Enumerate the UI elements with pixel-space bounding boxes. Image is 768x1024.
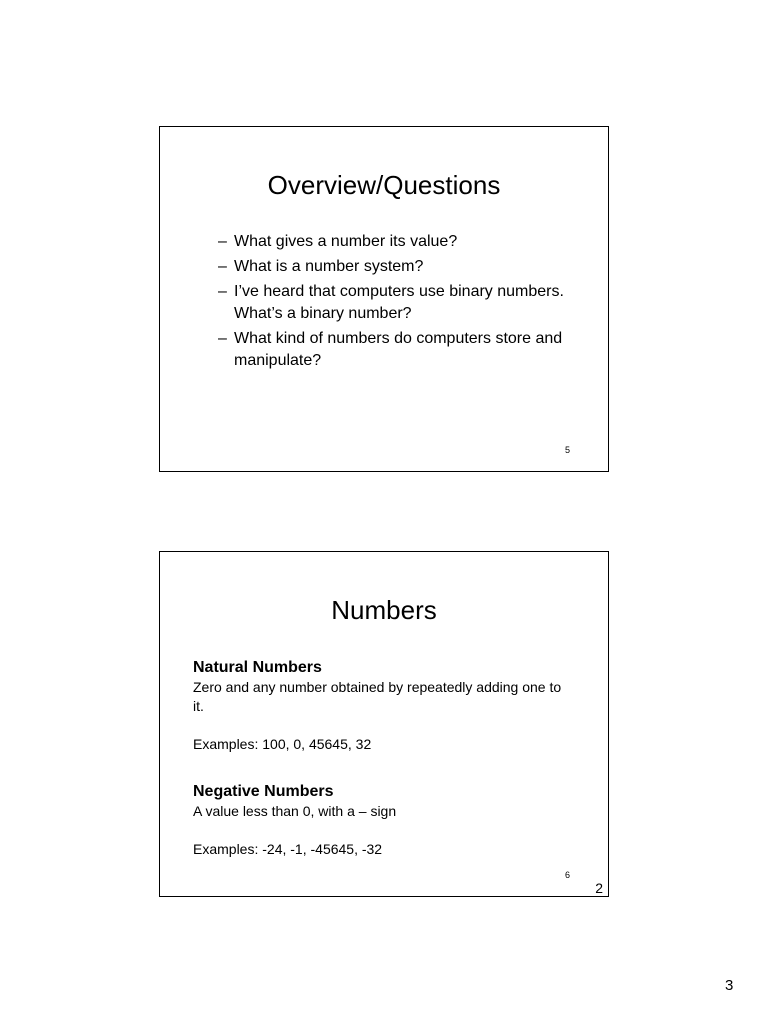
slide-title: Numbers [331,595,437,625]
section-description: A value less than 0, with a – sign [193,803,397,819]
section-heading: Negative Numbers [193,783,334,800]
section-description: Zero and any number obtained by repeatedly adding one to it. [193,679,562,714]
bullet-item [218,231,578,253]
bullet-text: What kind of numbers do computers store and manipulate? [234,330,563,369]
bullet-text: What is a number system? [234,258,424,275]
dash-marker: – [218,233,227,250]
section-negative-numbers [193,782,573,859]
slide-numbers [159,551,609,897]
bullet-text: What gives a number its value? [234,233,458,250]
bullet-list [218,231,578,375]
bullet-item [218,256,578,278]
dash-marker: – [218,258,227,275]
bullet-item [218,281,578,325]
slide-number: 6 [564,870,570,880]
slide-number: 5 [564,445,570,455]
section-examples: Examples: 100, 0, 45645, 32 [193,736,372,752]
slide-title: Overview/Questions [267,170,501,200]
page-number: 3 [725,977,734,994]
section-natural-numbers [193,658,573,754]
slide-overview-questions [159,126,609,472]
section-examples: Examples: -24, -1, -45645, -32 [193,841,383,857]
bullet-item [218,328,578,372]
section-heading: Natural Numbers [193,659,322,676]
dash-marker: – [218,283,227,300]
dash-marker: – [218,330,227,347]
corner-number: 2 [595,880,603,896]
bullet-text: I’ve heard that computers use binary numbers. What’s a binary number? [234,283,564,322]
